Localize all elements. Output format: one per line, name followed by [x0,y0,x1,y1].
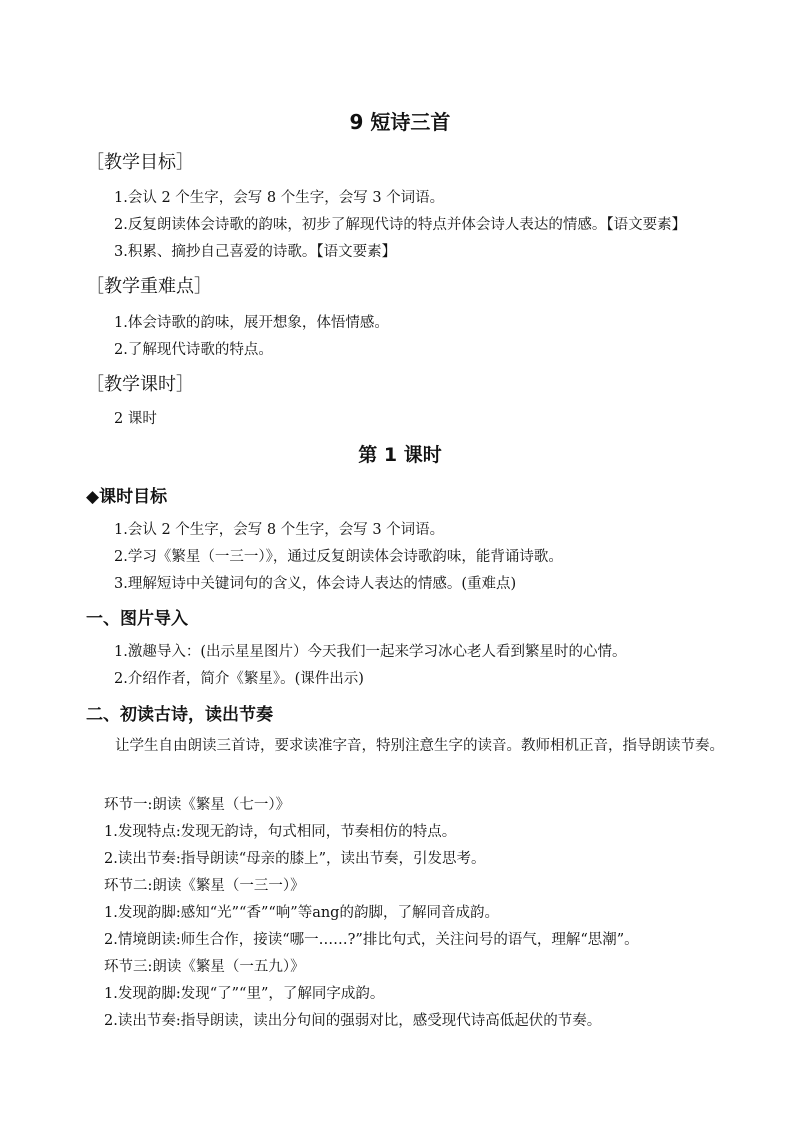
step-item: 2.读出节奏:指导朗读“母亲的膝上”，读出节奏，引发思考。 [104,851,486,867]
lesson-goal-item: 3.理解短诗中关键词句的含义，体会诗人表达的情感。(重难点) [114,576,517,592]
class-hours-value: 2 课时 [114,411,157,427]
teaching-goal-item: 3.积累、摘抄自己喜爱的诗歌。【语文要素】 [114,244,397,260]
section-heading: 一、图片导入 [86,609,188,629]
lesson-title: 第 1 课时 [358,444,442,466]
lesson-goal-item: 1.会认 2 个生字，会写 8 个生字，会写 3 个词语。 [114,522,445,538]
step-heading: 环节一:朗读《繁星（七一）》 [104,797,291,813]
step-item: 2.读出节奏:指导朗读，读出分句间的强弱对比，感受现代诗高低起伏的节奏。 [104,1013,602,1029]
step-item: 2.情境朗读:师生合作，接读“哪一……?”排比句式，关注问号的语气，理解“思潮”。 [104,932,639,948]
step-heading: 环节二:朗读《繁星（一三一）》 [104,878,305,894]
lesson-goal-heading: ◆课时目标 [86,487,168,507]
key-points-heading: ［教学重难点］ [86,276,212,297]
key-point-item: 2.了解现代诗歌的特点。 [114,342,273,358]
section-item: 1.激趣导入：(出示星星图片）今天我们一起来学习冰心老人看到繁星时的心情。 [114,644,627,660]
step-heading: 环节三:朗读《繁星（一五九）》 [104,959,305,975]
teaching-goal-item: 1.会认 2 个生字，会写 8 个生字，会写 3 个词语。 [114,190,445,206]
teaching-goal-item: 2.反复朗读体会诗歌的韵味，初步了解现代诗的特点并体会诗人表达的情感。【语文要素】 [114,217,687,233]
key-point-item: 1.体会诗歌的韵味，展开想象，体悟情感。 [114,315,389,331]
section-item: 2.介绍作者，简介《繁星》。(课件出示) [114,671,364,687]
class-hours-heading: ［教学课时］ [86,374,194,395]
step-item: 1.发现韵脚:发现“了”“里”，了解同字成韵。 [104,986,385,1002]
section-heading: 二、初读古诗，读出节奏 [86,705,273,725]
step-item: 1.发现韵脚:感知“光”“香”“响”等ang的韵脚，了解同音成韵。 [104,905,499,921]
lesson-goal-item: 2.学习《繁星（一三一）》，通过反复朗读体会诗歌韵味，能背诵诗歌。 [114,549,563,565]
document-title: 9 短诗三首 [349,110,451,134]
section-intro-paragraph: 让学生自由朗读三首诗，要求读准字音，特别注意生字的读音。教师相机正音，指导朗读节奏。 [115,738,724,754]
step-item: 1.发现特点:发现无韵诗，句式相同，节奏相仿的特点。 [104,824,457,840]
teaching-goals-heading: ［教学目标］ [86,152,194,173]
